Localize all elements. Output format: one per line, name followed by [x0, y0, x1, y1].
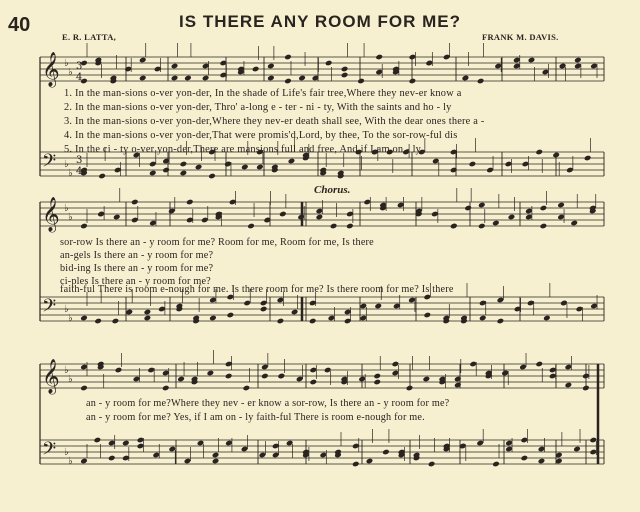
note-head: [139, 57, 147, 64]
flat-sign: ♭: [64, 365, 69, 376]
note-head: [186, 199, 194, 206]
note-head: [497, 318, 505, 325]
note-head: [227, 312, 235, 319]
note-head: [162, 385, 170, 392]
note-head: [424, 312, 432, 319]
note-head: [80, 385, 88, 392]
note-head: [492, 461, 500, 468]
note-head: [508, 214, 516, 221]
note-head: [94, 318, 102, 325]
note-head: [478, 223, 486, 230]
note-head: [144, 315, 152, 322]
flat-sign: ♭: [68, 313, 73, 324]
note-head: [209, 315, 217, 322]
verse-line-5: 5. In the ci - ty o-ver yon-der,There are mansions full and free, And if I am on - ly: [64, 144, 422, 155]
note-head: [528, 57, 536, 64]
note-head: [346, 223, 354, 230]
note-head: [260, 306, 268, 313]
time-signature: 4: [76, 166, 83, 177]
note-head: [373, 379, 381, 386]
note-head: [80, 458, 88, 465]
bass-clef: 𝄢: [42, 439, 57, 464]
lyricist-credit: E. R. LATTA,: [62, 32, 117, 42]
note-head: [267, 75, 275, 82]
bass-clef: 𝄢: [42, 151, 57, 176]
note-head: [462, 75, 470, 82]
flat-sign: ♭: [68, 456, 73, 467]
chorus-line-5: faith-ful There is room e-nough for me. Is there room for me? Is there room for me? Is there: [60, 284, 454, 295]
note-head: [144, 309, 152, 316]
note-head: [573, 446, 581, 453]
note-head: [310, 379, 318, 386]
note-head: [535, 361, 543, 368]
time-signature: 3: [76, 155, 83, 166]
note-head: [277, 318, 285, 325]
composer-credit: FRANK M. DAVIS.: [482, 32, 559, 42]
bass-clef: 𝄢: [42, 296, 57, 321]
note-head: [409, 78, 417, 85]
verse-line-4: 4. In the man-sions o-ver yon-der,That were promis'd,Lord, by thee, To the sor-row-ful dis: [64, 130, 458, 141]
note-head: [115, 367, 123, 374]
note-head: [477, 78, 485, 85]
note-head: [574, 57, 582, 64]
note-head: [291, 309, 299, 316]
note-head: [375, 54, 383, 61]
note-head: [450, 223, 458, 230]
flat-sign: ♭: [64, 203, 69, 214]
note-head: [366, 458, 374, 465]
note-head: [352, 461, 360, 468]
note-head: [113, 214, 121, 221]
note-head: [309, 318, 317, 325]
hymn-title: IS THERE ANY ROOM FOR ME?: [179, 12, 461, 31]
note-head: [469, 161, 477, 168]
note-head: [80, 223, 88, 230]
chorus-line-2: an-gels Is there an - y room for me?: [60, 250, 214, 261]
verse-line-3: 3. In the man-sions o-ver yon-der,Where they nev-er death shall see, With the dear ones there a -: [64, 116, 485, 127]
note-head: [162, 167, 170, 174]
chorus-label: Chorus.: [314, 184, 351, 196]
note-head: [357, 78, 365, 85]
note-head: [108, 455, 116, 462]
note-head: [80, 315, 88, 322]
time-signature: 4: [76, 72, 83, 83]
note-head: [341, 72, 349, 79]
note-head: [373, 373, 381, 380]
note-head: [177, 376, 185, 383]
note-head: [125, 309, 133, 316]
treble-clef: 𝄞: [42, 359, 60, 394]
note-head: [202, 75, 210, 82]
note-head: [478, 202, 486, 209]
verse-line-1: 1. In the man-sions o-ver yon-der, In the shade of Life's fair tree,Where they nev-er know a: [64, 88, 462, 99]
note-head: [330, 223, 338, 230]
note-head: [479, 315, 487, 322]
note-head: [428, 461, 436, 468]
note-head: [122, 440, 130, 447]
flat-sign: ♭: [64, 159, 69, 170]
final-line-1: an - y room for me?Where they nev - er know a sor-row, Is there an - y room for me?: [86, 398, 450, 409]
note-head: [565, 382, 573, 389]
note-head: [180, 170, 188, 177]
note-head: [252, 66, 260, 73]
note-head: [279, 211, 287, 218]
note-head: [535, 149, 543, 156]
note-head: [171, 63, 179, 70]
flat-sign: ♭: [68, 374, 73, 385]
note-head: [241, 164, 249, 171]
note-head: [341, 66, 349, 73]
note-head: [543, 315, 551, 322]
flat-sign: ♭: [68, 168, 73, 179]
note-head: [538, 458, 546, 465]
note-head: [208, 173, 216, 180]
note-head: [184, 75, 192, 82]
note-head: [584, 155, 592, 162]
note-head: [261, 373, 269, 380]
note-head: [278, 373, 286, 380]
chorus-line-1: sor-row Is there an - y room for me? Room for me, Room for me, Is there: [60, 237, 374, 248]
note-head: [570, 220, 578, 227]
note-head: [464, 205, 472, 212]
note-head: [195, 164, 203, 171]
verse-line-2: 2. In the man-sions o-ver yon-der, Thro' a-long e - ter - ni - ty, With the saints and ho - ly: [64, 102, 452, 113]
note-head: [382, 449, 390, 456]
flat-sign: ♭: [68, 212, 73, 223]
note-head: [540, 205, 548, 212]
treble-clef: 𝄞: [42, 52, 60, 87]
note-head: [316, 214, 324, 221]
note-head: [98, 173, 106, 180]
chorus-line-3: bid-ing Is there an - y room for me?: [60, 263, 214, 274]
note-head: [492, 220, 500, 227]
note-head: [149, 170, 157, 177]
note-head: [139, 75, 147, 82]
note-head: [284, 54, 292, 61]
note-head: [247, 223, 255, 230]
flat-sign: ♭: [64, 58, 69, 69]
note-head: [325, 60, 333, 67]
note-head: [406, 385, 414, 392]
note-head: [207, 370, 215, 377]
flat-sign: ♭: [64, 447, 69, 458]
note-head: [540, 223, 548, 230]
note-head: [256, 164, 264, 171]
note-head: [243, 385, 251, 392]
note-head: [582, 385, 590, 392]
note-head: [212, 458, 220, 465]
note-head: [288, 158, 296, 165]
note-head: [374, 303, 382, 310]
note-head: [298, 75, 306, 82]
chorus-line-4: ci-ples Is there an - y room for me?: [60, 276, 211, 287]
flat-sign: ♭: [68, 67, 73, 78]
note-head: [171, 75, 179, 82]
note-head: [557, 202, 565, 209]
treble-clef: 𝄞: [42, 197, 60, 232]
note-head: [267, 63, 275, 70]
note-head: [212, 452, 220, 459]
final-line-2: an - y room for me? Yes, if I am on - ly faith-ful There is room e-nough for me.: [86, 412, 425, 423]
time-signature: 3: [76, 61, 83, 72]
note-head: [112, 318, 120, 325]
note-head: [284, 78, 292, 85]
note-head: [180, 161, 188, 168]
note-head: [423, 376, 431, 383]
note-head: [94, 437, 102, 444]
note-head: [521, 455, 529, 462]
note-head: [131, 199, 139, 206]
note-head: [552, 152, 560, 159]
page-number: 40: [8, 14, 31, 36]
flat-sign: ♭: [64, 304, 69, 315]
note-head: [225, 373, 233, 380]
